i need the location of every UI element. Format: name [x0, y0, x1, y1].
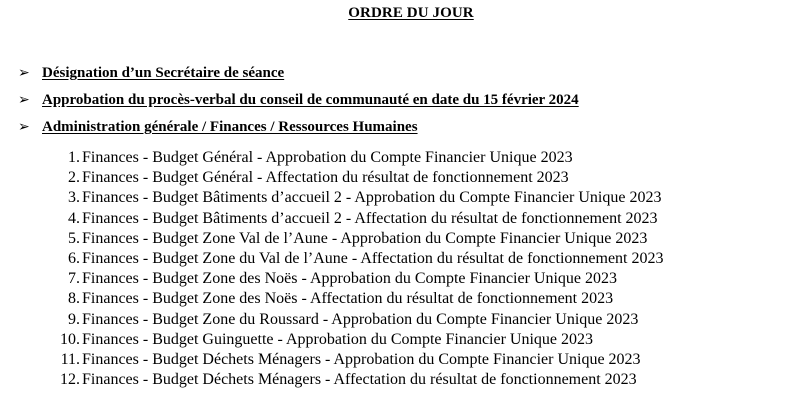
item-text: Finances - Budget Bâtiments d’accueil 2 - Approbation du Compte Financier Unique 2023: [82, 189, 662, 207]
item-text: Finances - Budget Général - Approbation du Compte Financier Unique 2023: [82, 149, 573, 167]
item-number: 9.: [68, 310, 80, 328]
item-text: Finances - Budget Zone des Noës - Affectation du résultat de fonctionnement 2023: [82, 290, 614, 308]
item-number: 6.: [68, 250, 80, 268]
item-text: Finances - Budget Général - Affectation du résultat de fonctionnement 2023: [82, 169, 569, 187]
agenda-list-item: [44, 229, 663, 249]
arrowhead-bullet-icon: ➢: [18, 65, 30, 81]
item-number: 5.: [68, 229, 80, 247]
agenda-list-item: [44, 148, 663, 168]
agenda-list-item: [44, 209, 663, 229]
item-number: 11.: [60, 350, 80, 368]
item-text: Finances - Budget Bâtiments d’accueil 2 - Affectation du résultat de fonctionnement 2023: [82, 209, 658, 227]
item-number: 7.: [68, 270, 80, 288]
agenda-list-item: [44, 269, 663, 289]
item-number: 1.: [68, 149, 80, 167]
agenda-list-item: [44, 188, 663, 208]
agenda-list-item: [44, 350, 663, 370]
agenda-bullet-item: [18, 60, 579, 87]
agenda-list-item: [44, 330, 663, 350]
agenda-bullet-text: Administration générale / Finances / Ressources Humaines: [42, 119, 418, 135]
item-number: 3.: [68, 189, 80, 207]
arrowhead-bullet-icon: ➢: [18, 119, 30, 135]
item-number: 4.: [68, 209, 80, 227]
agenda-list-item: [44, 310, 663, 330]
agenda-list-item: [44, 168, 663, 188]
item-number: 12.: [60, 371, 80, 389]
item-text: Finances - Budget Zone du Val de l’Aune - Affectation du résultat de fonctionnement 2023: [82, 250, 664, 268]
item-number: 2.: [68, 169, 80, 187]
agenda-list-item: [44, 249, 663, 269]
agenda-bullet-text: Approbation du procès-verbal du conseil de communauté en date du 15 février 2024: [42, 92, 579, 108]
item-number: 10.: [60, 330, 80, 348]
agenda-numbered-list: [44, 148, 663, 390]
item-text: Finances - Budget Zone des Noës - Approbation du Compte Financier Unique 2023: [82, 270, 618, 288]
item-number: 8.: [68, 290, 80, 308]
agenda-bullet-item: [18, 114, 579, 141]
item-text: Finances - Budget Déchets Ménagers - Affectation du résultat de fonctionnement 2023: [82, 371, 637, 389]
item-text: Finances - Budget Guinguette - Approbation du Compte Financier Unique 2023: [82, 330, 594, 348]
agenda-list-item: [44, 289, 663, 309]
page-title: ORDRE DU JOUR: [348, 5, 474, 21]
agenda-bullet-text: Désignation d’un Secrétaire de séance: [42, 65, 285, 81]
agenda-list-item: [44, 370, 663, 390]
agenda-bullet-item: [18, 87, 579, 114]
agenda-bullet-list: [18, 60, 579, 141]
arrowhead-bullet-icon: ➢: [18, 92, 30, 108]
item-text: Finances - Budget Déchets Ménagers - Approbation du Compte Financier Unique 2023: [82, 350, 641, 368]
item-text: Finances - Budget Zone Val de l’Aune - Approbation du Compte Financier Unique 2023: [82, 229, 648, 247]
item-text: Finances - Budget Zone du Roussard - Approbation du Compte Financier Unique 2023: [82, 310, 639, 328]
